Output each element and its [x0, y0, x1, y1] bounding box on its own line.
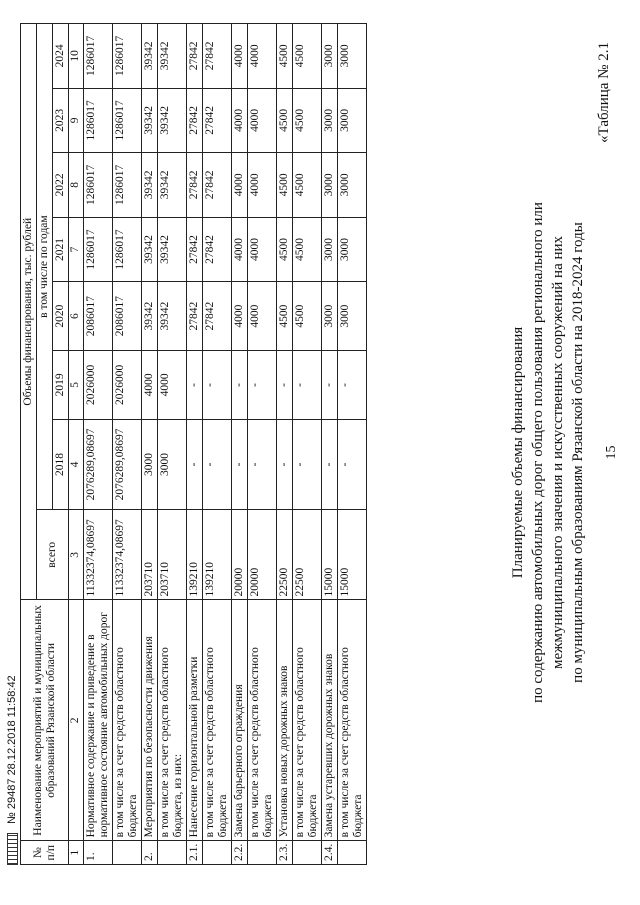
header-year-2022: 2022 [53, 153, 69, 218]
row-year-value: 27842 [187, 24, 203, 89]
row-number [113, 841, 142, 865]
row-year-value: 27842 [203, 282, 232, 351]
row-name: в том числе за счет средств областного бюджета [113, 600, 142, 841]
row-total: 22500 [293, 510, 322, 600]
table-row [142, 24, 158, 865]
page-number: 15 [604, 445, 619, 460]
table-row [248, 24, 277, 865]
table-row [293, 24, 322, 865]
row-year-value: 3000 [322, 88, 338, 153]
row-total: 22500 [277, 510, 293, 600]
row-year-value: 39342 [158, 217, 187, 282]
document-footer [6, 675, 18, 865]
column-index: 3 [69, 510, 84, 600]
row-year-value: - [338, 351, 367, 420]
row-year-value: 1286017 [113, 24, 142, 89]
funding-table [20, 23, 367, 865]
row-year-value: 4000 [232, 24, 248, 89]
header-year-2018: 2018 [53, 419, 69, 509]
row-year-value: 1286017 [84, 153, 113, 218]
doc-title-line-4: по муниципальным образованиям Рязанской области на 2018-2024 годы [570, 222, 586, 683]
row-year-value: 3000 [322, 282, 338, 351]
row-number [338, 841, 367, 865]
row-year-value: 4500 [293, 153, 322, 218]
row-year-value: - [187, 419, 203, 509]
row-year-value: 4000 [248, 88, 277, 153]
row-year-value: 3000 [322, 24, 338, 89]
row-year-value: - [322, 351, 338, 420]
row-year-value: 27842 [203, 153, 232, 218]
row-year-value: 2076289,08697 [84, 419, 113, 509]
row-year-value: 27842 [203, 88, 232, 153]
row-name: Замена барьерного ограждения [232, 600, 248, 841]
table-row [232, 24, 248, 865]
row-year-value: - [277, 419, 293, 509]
row-name: Установка новых дорожных знаков [277, 600, 293, 841]
row-year-value: 4500 [277, 153, 293, 218]
row-year-value: 3000 [142, 419, 158, 509]
row-year-value: 4000 [232, 88, 248, 153]
table-header [21, 24, 69, 865]
row-year-value: 3000 [322, 153, 338, 218]
row-year-value: 1286017 [84, 217, 113, 282]
row-number: 2.1. [187, 841, 203, 865]
row-year-value: 39342 [142, 217, 158, 282]
column-index: 4 [69, 419, 84, 509]
row-name: Замена устаревших дорожных знаков [322, 600, 338, 841]
row-year-value: 3000 [158, 419, 187, 509]
table-row [338, 24, 367, 865]
table-body [69, 24, 367, 865]
row-year-value: 1286017 [84, 88, 113, 153]
table-row [113, 24, 142, 865]
header-year-2020: 2020 [53, 282, 69, 351]
row-year-value: 1286017 [84, 24, 113, 89]
row-year-value: - [187, 351, 203, 420]
row-year-value: 39342 [158, 24, 187, 89]
row-year-value: 4500 [277, 217, 293, 282]
row-year-value: 4000 [232, 282, 248, 351]
row-year-value: 27842 [203, 217, 232, 282]
header-year-2023: 2023 [53, 88, 69, 153]
column-index: 7 [69, 217, 84, 282]
row-year-value: 2076289,08697 [113, 419, 142, 509]
row-year-value: - [277, 351, 293, 420]
row-year-value: 3000 [338, 217, 367, 282]
header-total: всего [37, 510, 69, 600]
row-year-value: 4000 [158, 351, 187, 420]
row-year-value: 27842 [187, 217, 203, 282]
header-year-2024: 2024 [53, 24, 69, 89]
row-name: Нанесение горизонтальной разметки [187, 600, 203, 841]
column-index: 8 [69, 153, 84, 218]
table-row [158, 24, 187, 865]
column-index-row [69, 24, 84, 865]
row-year-value: 2026000 [113, 351, 142, 420]
table-row [203, 24, 232, 865]
row-total: 139210 [187, 510, 203, 600]
row-year-value: 3000 [338, 153, 367, 218]
row-total: 203710 [158, 510, 187, 600]
row-year-value: - [293, 419, 322, 509]
column-index: 2 [69, 600, 84, 841]
header-num: № п/п [21, 841, 69, 865]
row-year-value: 1286017 [113, 88, 142, 153]
footer-registration: № 29487 28.12.2018 11:58:42 [6, 675, 18, 824]
row-number: 1. [84, 841, 113, 865]
row-number [203, 841, 232, 865]
column-index: 10 [69, 24, 84, 89]
column-index: 6 [69, 282, 84, 351]
row-name: в том числе за счет средств областного бюджета [293, 600, 322, 841]
row-total: 139210 [203, 510, 232, 600]
header-by-year: в том числе по годам [37, 24, 53, 510]
row-year-value: 4000 [232, 153, 248, 218]
row-total: 15000 [322, 510, 338, 600]
row-year-value: 39342 [158, 88, 187, 153]
row-name: Нормативное содержание и приведение в нормативное состояние автомобильных дорог [84, 600, 113, 841]
row-year-value: 39342 [142, 88, 158, 153]
row-year-value: 1286017 [113, 217, 142, 282]
row-total: 20000 [248, 510, 277, 600]
row-year-value: 3000 [338, 88, 367, 153]
table-row [84, 24, 113, 865]
row-name: в том числе за счет средств областного бюджета [338, 600, 367, 841]
column-index: 1 [69, 841, 84, 865]
row-year-value: 39342 [142, 24, 158, 89]
row-year-value: 27842 [187, 88, 203, 153]
row-year-value: 4000 [142, 351, 158, 420]
header-year-2019: 2019 [53, 351, 69, 420]
row-year-value: 1286017 [113, 153, 142, 218]
row-year-value: 4500 [293, 282, 322, 351]
barcode-icon [7, 833, 18, 865]
row-year-value: - [248, 419, 277, 509]
row-number: 2.3. [277, 841, 293, 865]
row-year-value: 4000 [248, 282, 277, 351]
row-year-value: 4500 [277, 282, 293, 351]
row-number [248, 841, 277, 865]
row-total: 11332374,08697 [113, 510, 142, 600]
row-name: в том числе за счет средств областного бюджета [203, 600, 232, 841]
row-year-value: - [248, 351, 277, 420]
row-year-value: 4000 [248, 217, 277, 282]
row-total: 20000 [232, 510, 248, 600]
row-year-value: 39342 [142, 153, 158, 218]
row-name: в том числе за счет средств областного бюджета [248, 600, 277, 841]
header-name: Наименование мероприятий и муниципальных образований Рязанской области [21, 600, 69, 841]
row-year-value: 4000 [232, 217, 248, 282]
row-year-value: 3000 [338, 24, 367, 89]
row-year-value: 39342 [158, 153, 187, 218]
row-year-value: 2086017 [84, 282, 113, 351]
row-year-value: 2086017 [113, 282, 142, 351]
doc-title-line-3: межмуниципального значения и искусственных сооружений на них [550, 235, 566, 670]
row-year-value: - [232, 419, 248, 509]
row-year-value: 4500 [293, 24, 322, 89]
doc-title-line-2: по содержанию автомобильных дорог общего пользования регионального или [530, 202, 546, 703]
row-number [293, 841, 322, 865]
column-index: 9 [69, 88, 84, 153]
row-total: 15000 [338, 510, 367, 600]
doc-title-line-1: Планируемые объемы финансирования [510, 326, 526, 579]
table-label: «Таблица № 2.1 [596, 42, 612, 143]
row-year-value: - [338, 419, 367, 509]
row-year-value: 4500 [293, 217, 322, 282]
row-number: 2.2. [232, 841, 248, 865]
row-year-value: 4500 [293, 88, 322, 153]
row-year-value: 27842 [203, 24, 232, 89]
row-number: 2. [142, 841, 158, 865]
row-year-value: - [203, 419, 232, 509]
row-year-value: 39342 [142, 282, 158, 351]
header-funding: Объемы финансирования, тыс. рублей [21, 24, 37, 600]
row-year-value: - [293, 351, 322, 420]
table-row [187, 24, 203, 865]
row-total: 11332374,08697 [84, 510, 113, 600]
row-total: 203710 [142, 510, 158, 600]
column-index: 5 [69, 351, 84, 420]
row-year-value: - [322, 419, 338, 509]
row-year-value: 4500 [277, 88, 293, 153]
row-year-value: 3000 [322, 217, 338, 282]
row-year-value: 3000 [338, 282, 367, 351]
row-number: 2.4. [322, 841, 338, 865]
table-row [277, 24, 293, 865]
row-number [158, 841, 187, 865]
row-year-value: 27842 [187, 282, 203, 351]
row-year-value: 4500 [277, 24, 293, 89]
row-year-value: 39342 [158, 282, 187, 351]
row-year-value: 27842 [187, 153, 203, 218]
row-year-value: - [203, 351, 232, 420]
header-year-2021: 2021 [53, 217, 69, 282]
row-year-value: 2026000 [84, 351, 113, 420]
row-name: Мероприятия по безопасности движения [142, 600, 158, 841]
row-year-value: - [232, 351, 248, 420]
row-name: в том числе за счет средств областного бюджета, из них: [158, 600, 187, 841]
row-year-value: 4000 [248, 24, 277, 89]
table-row [322, 24, 338, 865]
row-year-value: 4000 [248, 153, 277, 218]
